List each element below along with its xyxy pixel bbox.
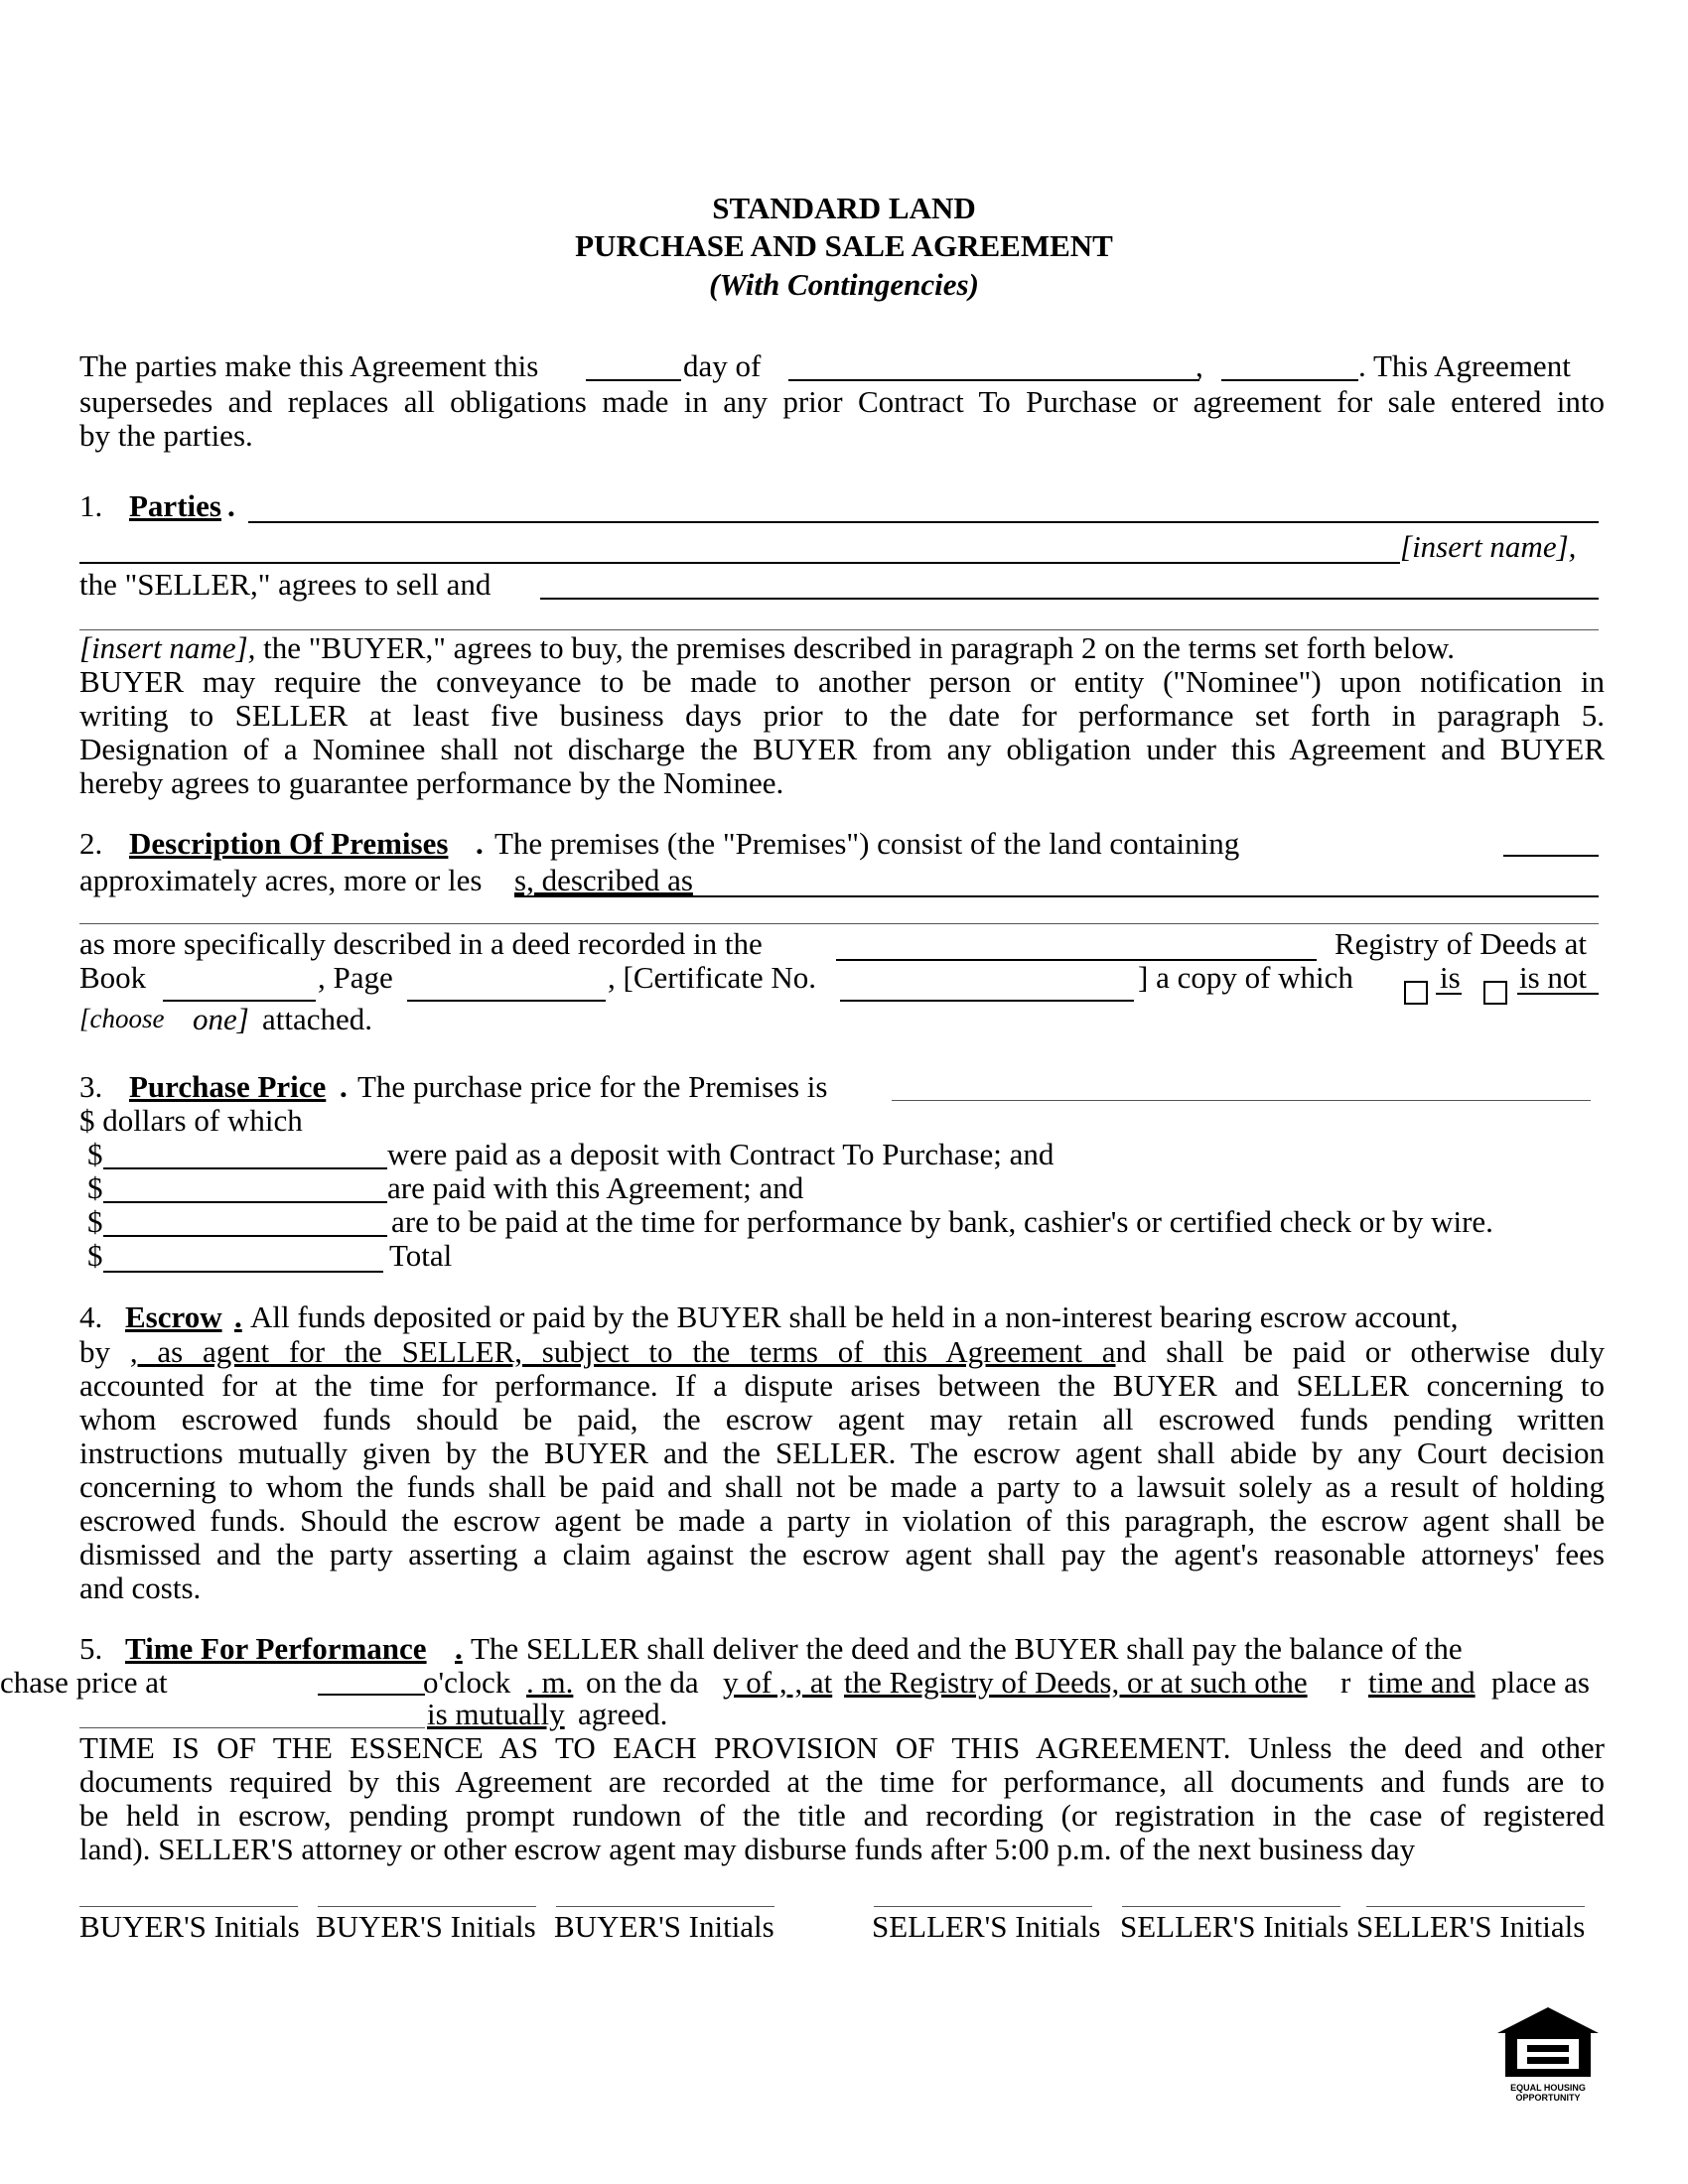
escrow-agent-field[interactable]: , as agent for the SELLER, subject to the terms of this Agreement a [129,1334,1116,1369]
s5-line-5: be held in escrow, pending prompt rundown of the title and recording (or registration in the case of registered [79,1798,1605,1833]
doc-title-line3: (With Contingencies) [709,267,979,302]
s2-text-1: The premises (the "Premises") consist of the land containing [494,826,1240,861]
s5-number: 5. [79,1631,103,1666]
s1-body-line5: hereby agrees to guarantee performance by the Nominee. [79,765,784,800]
s5-purchase-at: chase price at [0,1665,168,1700]
s1-number: 1. [79,488,103,523]
total-amount-blank[interactable] [103,1271,383,1273]
s4-line-3: accounted for at the time for performance. If a dispute arises between the BUYER and SELLER concerning to [79,1368,1605,1403]
buyer-initials-label-2: BUYER'S Initials [316,1909,536,1944]
s4-text-1: All funds deposited or paid by the BUYER shall be held in a non-interest bearing escrow account, [250,1299,1459,1334]
s4-line-4: whom escrowed funds should be paid, the escrow agent may retain all escrowed funds pending written [79,1402,1605,1436]
s2-is: is [1440,960,1461,995]
s2-text-2a: approximately acres, more or les [79,863,483,897]
intro-text-1: The parties make this Agreement this [79,348,539,383]
time-blank[interactable] [318,1694,425,1696]
s5-heading-dot: . [455,1631,463,1666]
seller-initials-label-2: SELLER'S Initials [1120,1909,1349,1944]
s2-copy: ] a copy of which [1138,960,1353,995]
s2-choose: [choose [79,1004,165,1033]
balance-payment-blank[interactable] [103,1235,387,1237]
s2-text-3: as more specifically described in a deed recorded in the [79,926,763,961]
described-as-blank-1[interactable] [514,895,1599,897]
s4-heading: Escrow [125,1299,222,1334]
intro-day-blank[interactable] [586,379,681,381]
seller-initials-line-3[interactable] [1366,1906,1585,1907]
parties-buyer-blank-1[interactable] [540,598,1599,600]
s1-body-line2: BUYER may require the conveyance to be made to another person or entity ("Nominee") upon notification in [79,664,1605,699]
s3-heading: Purchase Price [129,1069,327,1104]
s1-body-line1 [79,631,1605,664]
parties-seller-blank-1[interactable] [248,521,1599,523]
is-not-attached-checkbox[interactable] [1483,981,1507,1005]
intro-text-2: day of [683,348,762,383]
acres-blank[interactable] [1503,855,1599,857]
seller-initials-line-1[interactable] [874,1906,1092,1907]
ampm-field[interactable]: . m. [526,1665,574,1700]
s5-heading: Time For Performance [125,1631,427,1666]
s1-insert-name-1: [insert name], [1400,529,1577,564]
is-not-underline [1517,993,1599,995]
deposit-amount-blank[interactable] [103,1167,387,1169]
s2-text-2b: s, described as [514,863,693,897]
s5-place: place as [1491,1665,1590,1700]
s2-cert: , [Certificate No. [608,960,817,995]
s1-insert-name-2: [insert name], [79,630,256,665]
s4-line-2 [79,1335,1605,1368]
s2-registry: Registry of Deeds at [1335,926,1587,961]
s1-body-line3: writing to SELLER at least five business days prior to the date for performance set forth in paragraph 5. [79,698,1605,733]
s2-is-not: is not [1519,960,1588,995]
intro-text-3: . This Agreement [1358,348,1571,383]
s5-line-3: TIME IS OF THE ESSENCE AS TO EACH PROVISION OF THIS AGREEMENT. Unless the deed and other [79,1730,1605,1765]
s5-mutually: is mutually [427,1697,565,1731]
intro-line3: by the parties. [79,418,253,453]
doc-title-line2: PURCHASE AND SALE AGREEMENT [575,228,1113,263]
s4-number: 4. [79,1299,103,1334]
place-blank[interactable] [79,1727,425,1728]
s4-by: by [79,1334,110,1369]
s5-text-1: The SELLER shall deliver the deed and the BUYER shall pay the balance of the [471,1631,1463,1666]
s1-heading-dot: . [227,488,235,523]
s3-heading-dot: . [340,1069,348,1104]
s4-line-9: and costs. [79,1570,202,1605]
seller-initials-label-3: SELLER'S Initials [1356,1909,1586,1944]
s4-line-7: escrowed funds. Should the escrow agent be made a party in violation of this paragraph, the escrow agent shall be [79,1503,1605,1538]
s4-line-6: concerning to whom the funds shall be paid and shall not be made a party to a lawsuit solely as a result of holding [79,1469,1605,1504]
s5-line-6: land). SELLER'S attorney or other escrow agent may disburse funds after 5:00 p.m. of the next business day [79,1832,1416,1866]
s2-attached: attached. [262,1002,373,1036]
s3-text-1: The purchase price for the Premises is [357,1069,828,1104]
s2-book: Book [79,960,147,995]
s4-line-8: dismissed and the party asserting a claim against the escrow agent shall pay the agent's reasonable attorneys' fees [79,1537,1605,1571]
s4-line-5: instructions mutually given by the BUYER and the SELLER. The escrow agent shall abide by any Court decision [79,1435,1605,1470]
s2-one: one] [193,1002,249,1036]
buyer-initials-line-3[interactable] [556,1906,774,1907]
s3-row-4: Total [389,1238,453,1273]
is-underline [1436,993,1462,995]
described-as-blank-2[interactable] [79,923,1599,924]
s3-row-2: are paid with this Agreement; and [387,1170,804,1205]
s1-heading: Parties [129,488,221,523]
performance-date-field[interactable]: y of , , at [723,1665,833,1700]
buyer-initials-line-2[interactable] [318,1906,536,1907]
logo-text-1: EQUAL HOUSING [1510,2083,1586,2093]
s5-registry: the Registry of Deeds, or at such othe [844,1665,1308,1700]
intro-line2: supersedes and replaces all obligations made in any prior Contract To Purchase or agreement for sale entered into [79,384,1605,419]
purchase-price-words-blank[interactable] [892,1100,1591,1101]
s3-sign-1: $ [87,1137,103,1171]
s3-row-3: are to be paid at the time for performance by bank, cashier's or certified check or by wire. [391,1204,1493,1239]
doc-title-line1: STANDARD LAND [712,191,976,225]
s5-oclock: o'clock [423,1665,511,1700]
s3-dollars: $ dollars of which [79,1103,303,1138]
s2-heading: Description Of Premises [129,826,449,861]
equal-housing-opportunity-icon [1497,2005,1599,2105]
intro-month-blank[interactable] [788,379,1199,381]
s3-row-1: were paid as a deposit with Contract To Purchase; and [387,1137,1055,1171]
parties-seller-blank-2[interactable] [79,562,1400,564]
s4-agent-rest: nd shall be paid or otherwise duly [1115,1334,1605,1369]
s2-heading-dot: . [476,826,484,861]
s1-body-line4: Designation of a Nominee shall not discharge the BUYER from any obligation under this Agreement and BUYER [79,732,1605,766]
s3-number: 3. [79,1069,103,1104]
seller-initials-line-2[interactable] [1122,1906,1340,1907]
s5-on-the: on the da [586,1665,699,1700]
s5-r: r [1340,1665,1351,1700]
intro-comma: , [1196,348,1203,383]
s1-buyer-text: the "BUYER," agrees to buy, the premises described in paragraph 2 on the terms set forth below. [263,630,1455,665]
s5-agreed: agreed. [578,1697,668,1731]
s4-heading-dot: . [234,1299,242,1334]
s3-sign-3: $ [87,1204,103,1239]
buyer-initials-label-1: BUYER'S Initials [79,1909,300,1944]
s5-line-4: documents required by this Agreement are recorded at the time for performance, all documents and funds are to [79,1764,1605,1799]
buyer-initials-line-1[interactable] [79,1906,298,1907]
page-blank[interactable] [407,1000,606,1002]
logo-text-2: OPPORTUNITY [1515,2093,1581,2103]
buyer-initials-label-3: BUYER'S Initials [554,1909,774,1944]
seller-initials-label-1: SELLER'S Initials [872,1909,1101,1944]
s5-time: time and [1368,1665,1476,1700]
certificate-blank[interactable] [840,1000,1134,1002]
s2-number: 2. [79,826,103,861]
is-attached-checkbox[interactable] [1404,981,1428,1005]
s3-sign-2: $ [87,1170,103,1205]
intro-year-blank[interactable] [1221,379,1358,381]
s1-seller-text: the "SELLER," agrees to sell and [79,567,492,602]
s2-page: , Page [318,960,393,995]
s3-sign-4: $ [87,1238,103,1273]
agreement-payment-blank[interactable] [103,1201,387,1203]
